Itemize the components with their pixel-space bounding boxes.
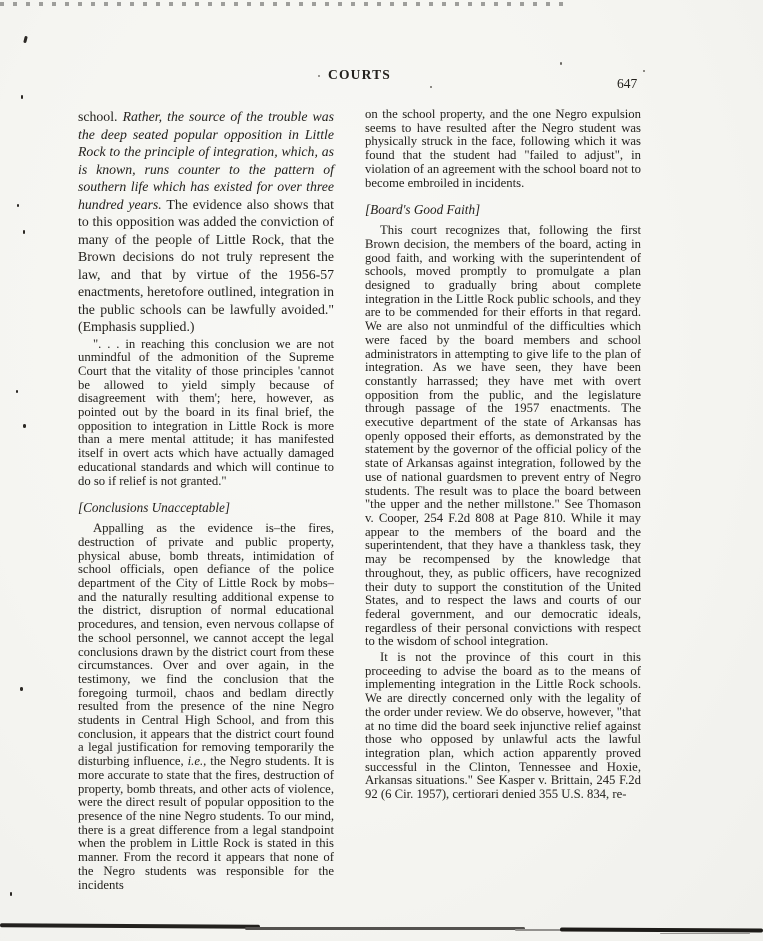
scan-speck (430, 86, 432, 88)
right-column (365, 108, 641, 892)
scan-top-edge (0, 2, 572, 6)
scan-speck (16, 390, 18, 393)
scan-speck (20, 687, 23, 691)
scan-speck (643, 70, 645, 72)
conclusions-paragraph (78, 522, 334, 892)
quote1-lead-text: school. (78, 109, 118, 124)
scan-speck (21, 95, 23, 99)
conclusions-text-part1: Appalling as the evidence is–the fires, destruction of private and public property, physical abuse, bomb threats, intimidation of school officials, open defiance of the police department of the City of Little Rock by mobs–and the naturally resulting additional expense to the district, disruption of normal educational procedures, and tension, even nervous collapse of the school personnel, we cannot accept the legal conclusions drawn by the district court from these circumstances. Over and over again, in the testimony, we find the conclusion that the foregoing turmoil, chaos and bedlam directly resulted from the presence of the nine Negro students in Central High School, and from this conclusion, it appears that the district court found a legal justification for removing temporarily the disturbing influence, (78, 521, 334, 769)
scan-bottom-edge-segment (0, 923, 260, 929)
running-head-title: COURTS (328, 67, 391, 82)
continuation-paragraph: on the school property, and the one Negro expulsion seems to have resulted after the Negro student was physically struck in the face, following which it was found that the student had "failed to adjust", in violation of an agreement with the school board not to become embroiled in incidents. (365, 107, 641, 190)
scan-bottom-edge-segment (660, 933, 750, 934)
scan-speck (560, 62, 562, 65)
section-heading-boards-good-faith: [Board's Good Faith] (365, 202, 481, 218)
scan-speck (17, 204, 19, 207)
conclusions-text-part2: the Negro students. It is more accurate to state that the fires, destruction of property, bomb threats, and other acts of violence, were the direct result of popular opposition to the presence of the nine Negro students. To our mind, there is a great difference from a legal standpoint when the problem in Little Rock is stated in this manner. From the record it appears that none of the Negro students was responsible for the incidents (78, 754, 335, 892)
conclusions-text-italic: i.e., (187, 754, 207, 769)
quote-paragraph-2: ". . . in reaching this conclusion we are not unmindful of the admonition of the Supreme Court that the vitality of those principles 'cannot be allowed to yield simply because of disagreement with them'; here, however, as pointed out by the board in its final brief, the opposition to integration in Little Rock is more than a mere mental attitude; it has manifested itself in overt acts which have actually damaged educational standards and which will continue to do so if relief is not granted." (78, 336, 334, 488)
scan-bottom-edge-segment (245, 927, 525, 930)
page-number: 647 (617, 76, 638, 91)
good-faith-paragraph: This court recognizes that, following the first Brown decision, the members of the board, acting in good faith, and working with the superintendent of schools, moved promptly to promulgate a plan designed to gradually bring about complete integration in the Little Rock public schools, and they are to be commended for their efforts in that regard. We are also not unmindful of the difficulties which were faced by the board members and school administrators in attempting to give life to the plan of integration. As we have seen, they have been constantly harrassed; they have met with overt opposition from the public, and the legislature through passage of the 1957 enactments. The executive department of the state of Arkansas has openly opposed their efforts, as demonstrated by the statement by the governor of the official policy of the state of Arkansas against integration, followed by the use of national guardsmen to prevent entry of Negro students. The result was to place the board between "the upper and the nether millstone." See Thomason v. Cooper, 254 F.2d 808 at Page 810. While it may appear to the members of the board and the superintendent, that they have a thankless task, they may be recompensed by the knowledge that throughout, they, as public officers, have recognized their duty to support the constitution of the United States, and to respect the laws and courts of our federal government, and our democratic ideals, regardless of their personal convictions with respect to the wisdom of school integration. (365, 223, 641, 649)
scan-speck (318, 75, 320, 77)
quote1-tail-text: The evidence also shows that to this opposition was added the conviction of many of the people of Little Rock, that the Brown decisions do not truly represent the law, and that by virtue of the 1956-57 enactments, heretofore outlined, integration in the public schools can be lawfully avoided." (Emphasis supplied.) (78, 196, 334, 334)
text-columns (78, 108, 641, 892)
scan-speck (10, 892, 12, 896)
scan-speck (23, 230, 25, 234)
province-paragraph: It is not the province of this court in this proceeding to advise the board as to the means of implementing integration in the Little Rock schools. We are directly concerned only with the legality of the order under review. We do observe, however, "that at no time did the board seek injunctive relief against those who opposed by unlawful acts the lawful integration plan, which action apparently proved successful in the Clinton, Tennessee and Hoxie, Arkansas situations." See Kasper v. Brittain, 245 F.2d 92 (6 Cir. 1957), certiorari denied 355 U.S. 834, re- (365, 650, 641, 802)
scan-speck (23, 36, 28, 44)
scan-bottom-edge (0, 922, 763, 936)
quote-paragraph-1 (78, 108, 334, 336)
left-column (78, 108, 334, 892)
scan-speck (23, 424, 26, 428)
scan-bottom-edge-segment (560, 927, 763, 932)
quote1-italic-text: Rather, the source of the trouble was the deep seated popular opposition in Little Rock to the principle of integration, which, as is known, runs counter to the pattern of southern life which has existed for over three hundred years. (78, 109, 334, 212)
section-heading-conclusions-unacceptable: [Conclusions Unacceptable] (78, 500, 231, 516)
